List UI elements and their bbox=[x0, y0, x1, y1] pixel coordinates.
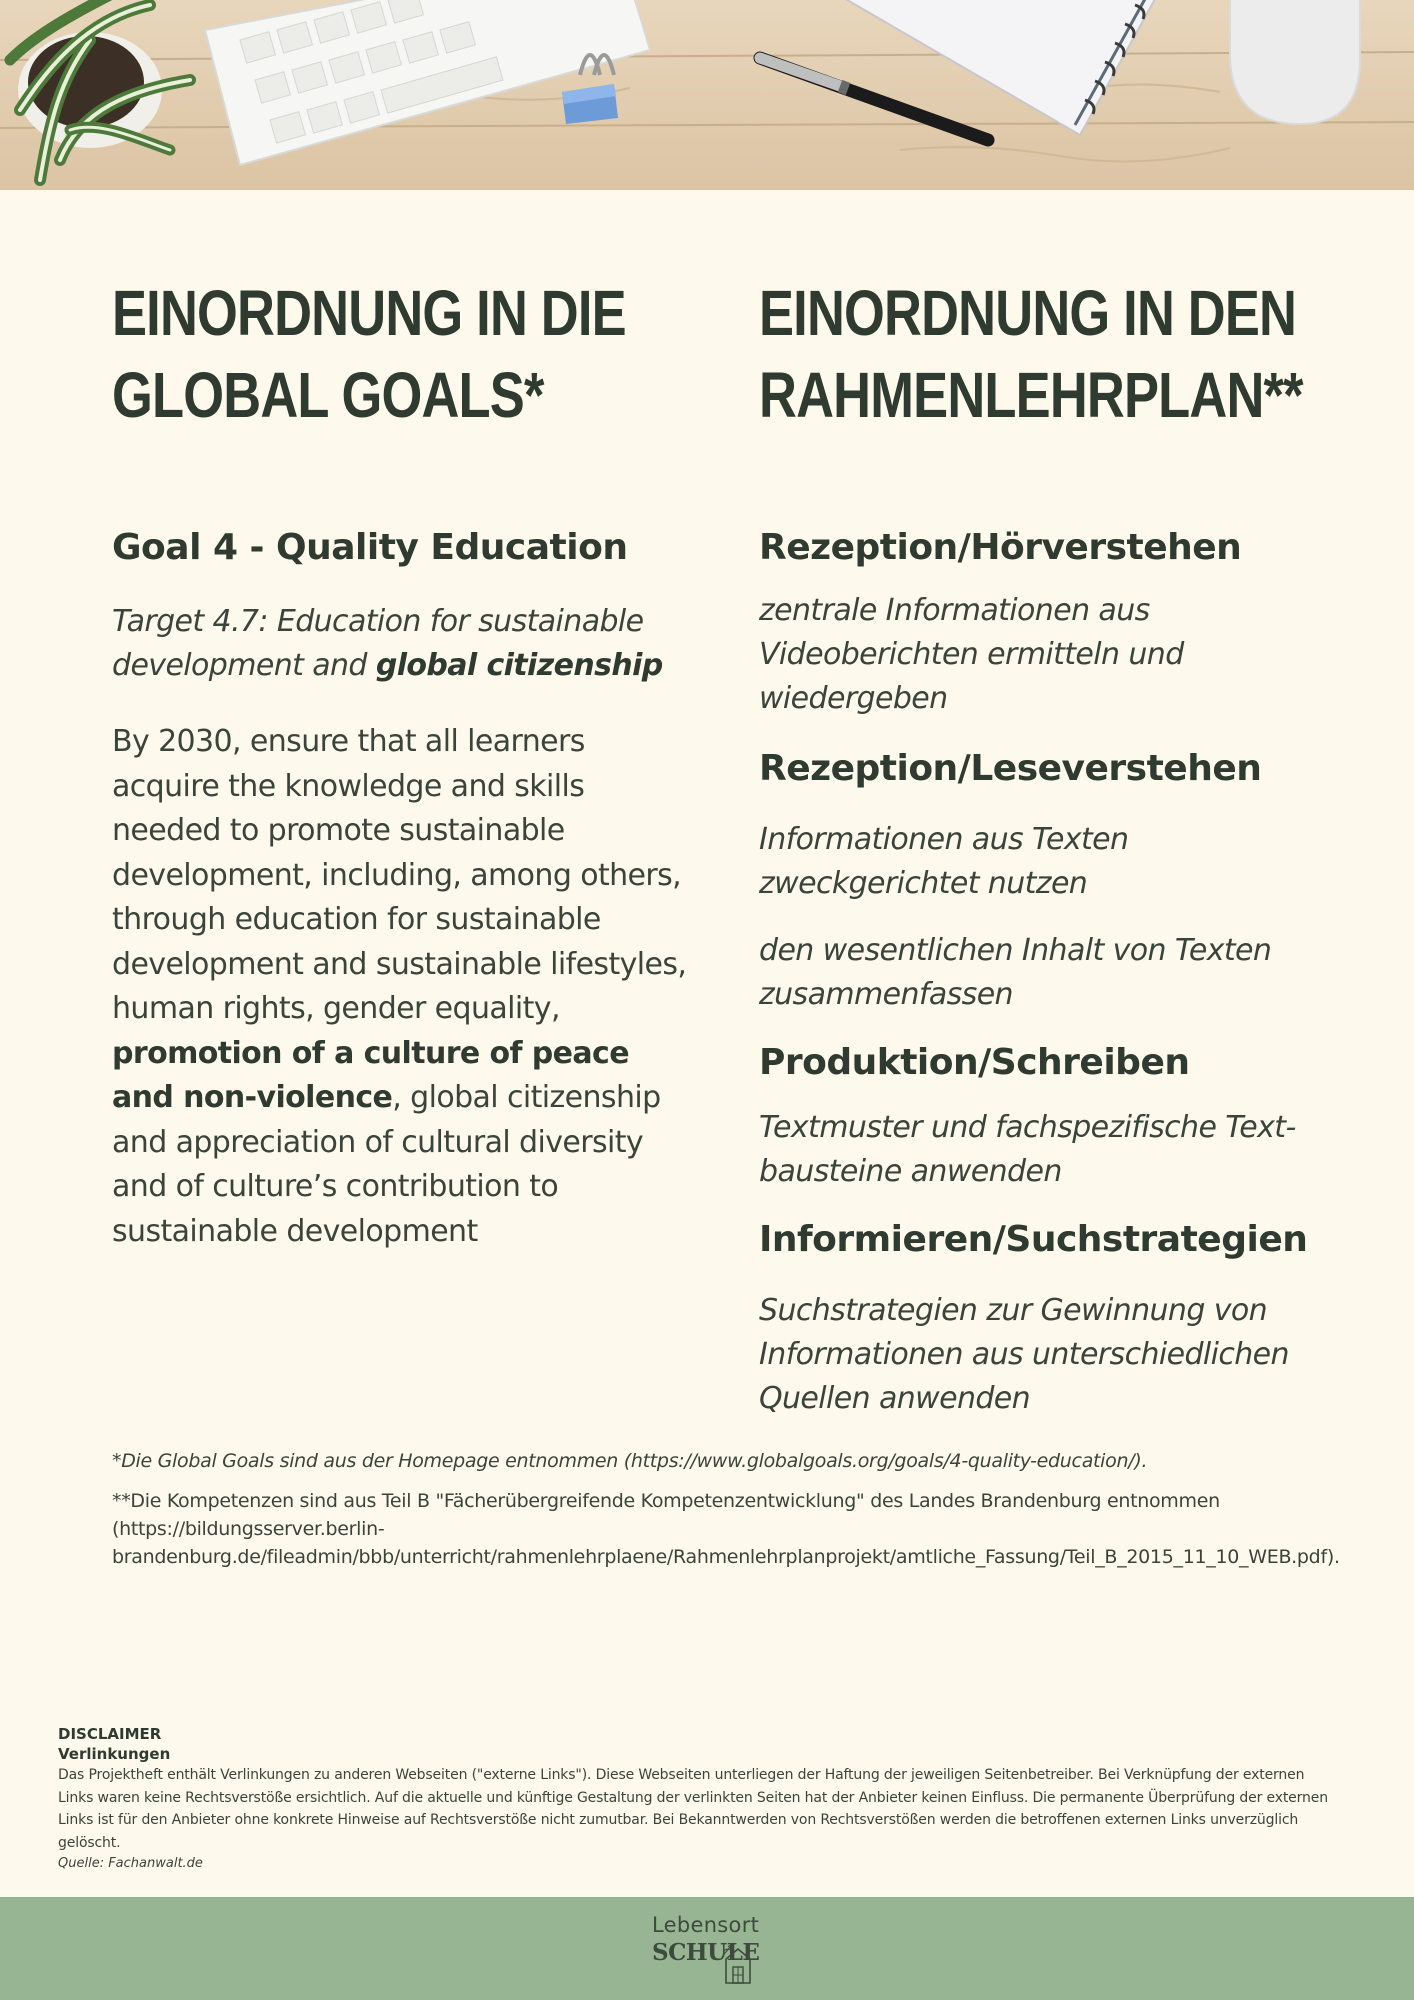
title-line: RAHMENLEHRPLAN** bbox=[759, 359, 1303, 431]
competence-item: Textmuster und fachspezifische Text-bausteine anwenden bbox=[759, 1110, 1296, 1189]
target-prefix: Target 4.7: Education for sustainable development and bbox=[112, 604, 644, 683]
global-goals-title bbox=[112, 272, 626, 436]
lebensort-schule-logo bbox=[650, 1913, 770, 1993]
target-emphasis: global citizenship bbox=[375, 648, 663, 683]
disclaimer-source: Quelle: Fachanwalt.de bbox=[58, 1856, 203, 1871]
rahmenlehrplan-title bbox=[759, 272, 1303, 436]
global-goals-column bbox=[112, 272, 682, 436]
title-line: EINORDNUNG IN DEN bbox=[759, 277, 1297, 349]
section-heading: Rezeption/Leseverstehen bbox=[759, 748, 1262, 789]
logo-text-top: Lebensort bbox=[652, 1913, 760, 1937]
goal-description-part: , global citizenship and appreciation of cultural diversity and of culture’s contribution to sustainable development bbox=[112, 1080, 661, 1249]
logo-house-icon bbox=[720, 1939, 760, 1985]
target-text bbox=[112, 600, 692, 688]
disclaimer-text: Das Projektheft enthält Verlinkungen zu anderen Webseiten ("externe Links"). Diese Webseiten unterliegen der Haftung der jeweiligen Seitenbetreiber. Bei Verknüpfung der externen Links waren keine Rechtsverstöße ersichtlich. Auf die aktuelle und künftige Gestaltung der verlinkten Seiten hat der Anbieter keinen Einfluss. Die permanente Überprüfung der externen Links ist für den Anbieter ohne konkrete Hinweise auf Rechtsverstöße nicht zumutbar. Bei Bekanntwerden von Rechtsverstößen werden die betroffenen externen Links unverzüglich gelöscht. bbox=[58, 1767, 1328, 1851]
disclaimer-title: DISCLAIMER bbox=[58, 1725, 162, 1743]
title-line: GLOBAL GOALS* bbox=[112, 359, 544, 431]
goal-description-emphasis: promotion of a culture of peace and non-violence bbox=[112, 1035, 629, 1115]
footnote-global-goals: *Die Global Goals sind aus der Homepage entnommen (https://www.globalgoals.org/goals/4-quality-education/). bbox=[112, 1450, 1148, 1472]
section-heading: Informieren/Suchstrategien bbox=[759, 1219, 1308, 1260]
competence-item: Informationen aus Texten zweckgerichtet nutzen bbox=[759, 822, 1129, 901]
mouse-icon bbox=[1230, 0, 1360, 124]
title-line: EINORDNUNG IN DIE bbox=[112, 277, 626, 349]
goal-description-part: By 2030, ensure that all learners acquire the knowledge and skills needed to promote sustainable development, including, among others, through education for sustainable development and sustainable lifestyles, human rights, gender equality, bbox=[112, 724, 687, 1026]
goal-description bbox=[112, 720, 692, 1254]
competence-item: Suchstrategien zur Gewinnung von Informationen aus unterschiedlichen Quellen anwenden bbox=[759, 1293, 1289, 1416]
rahmenlehrplan-column bbox=[759, 272, 1319, 436]
logo-text-bottom: SCHULE bbox=[652, 1939, 760, 1966]
competence-item: den wesentlichen Inhalt von Texten zusammenfassen bbox=[759, 933, 1272, 1012]
section-heading: Produktion/Schreiben bbox=[759, 1042, 1190, 1083]
disclaimer bbox=[58, 1724, 1338, 1874]
section-heading: Rezeption/Hörverstehen bbox=[759, 527, 1242, 568]
footer-band bbox=[0, 1897, 1414, 2000]
goal-heading: Goal 4 - Quality Education bbox=[112, 527, 628, 568]
footnote-rahmenlehrplan: **Die Kompetenzen sind aus Teil B "Fächerübergreifende Kompetenzentwicklung" des Landes Brandenburg entnommen (https://bildungsserver.berlin-brandenburg.de/fileadmin/bbb/unterricht/rahmenlehrplaene/Rahmenlehrplanprojekt/amtliche_Fassung/Teil_B_2015_11_10_WEB.pdf). bbox=[112, 1490, 1340, 1568]
competence-item: zentrale Informationen aus Videoberichten ermitteln und wiedergeben bbox=[759, 593, 1184, 716]
desk-photo bbox=[0, 0, 1414, 190]
disclaimer-subtitle: Verlinkungen bbox=[58, 1745, 171, 1763]
